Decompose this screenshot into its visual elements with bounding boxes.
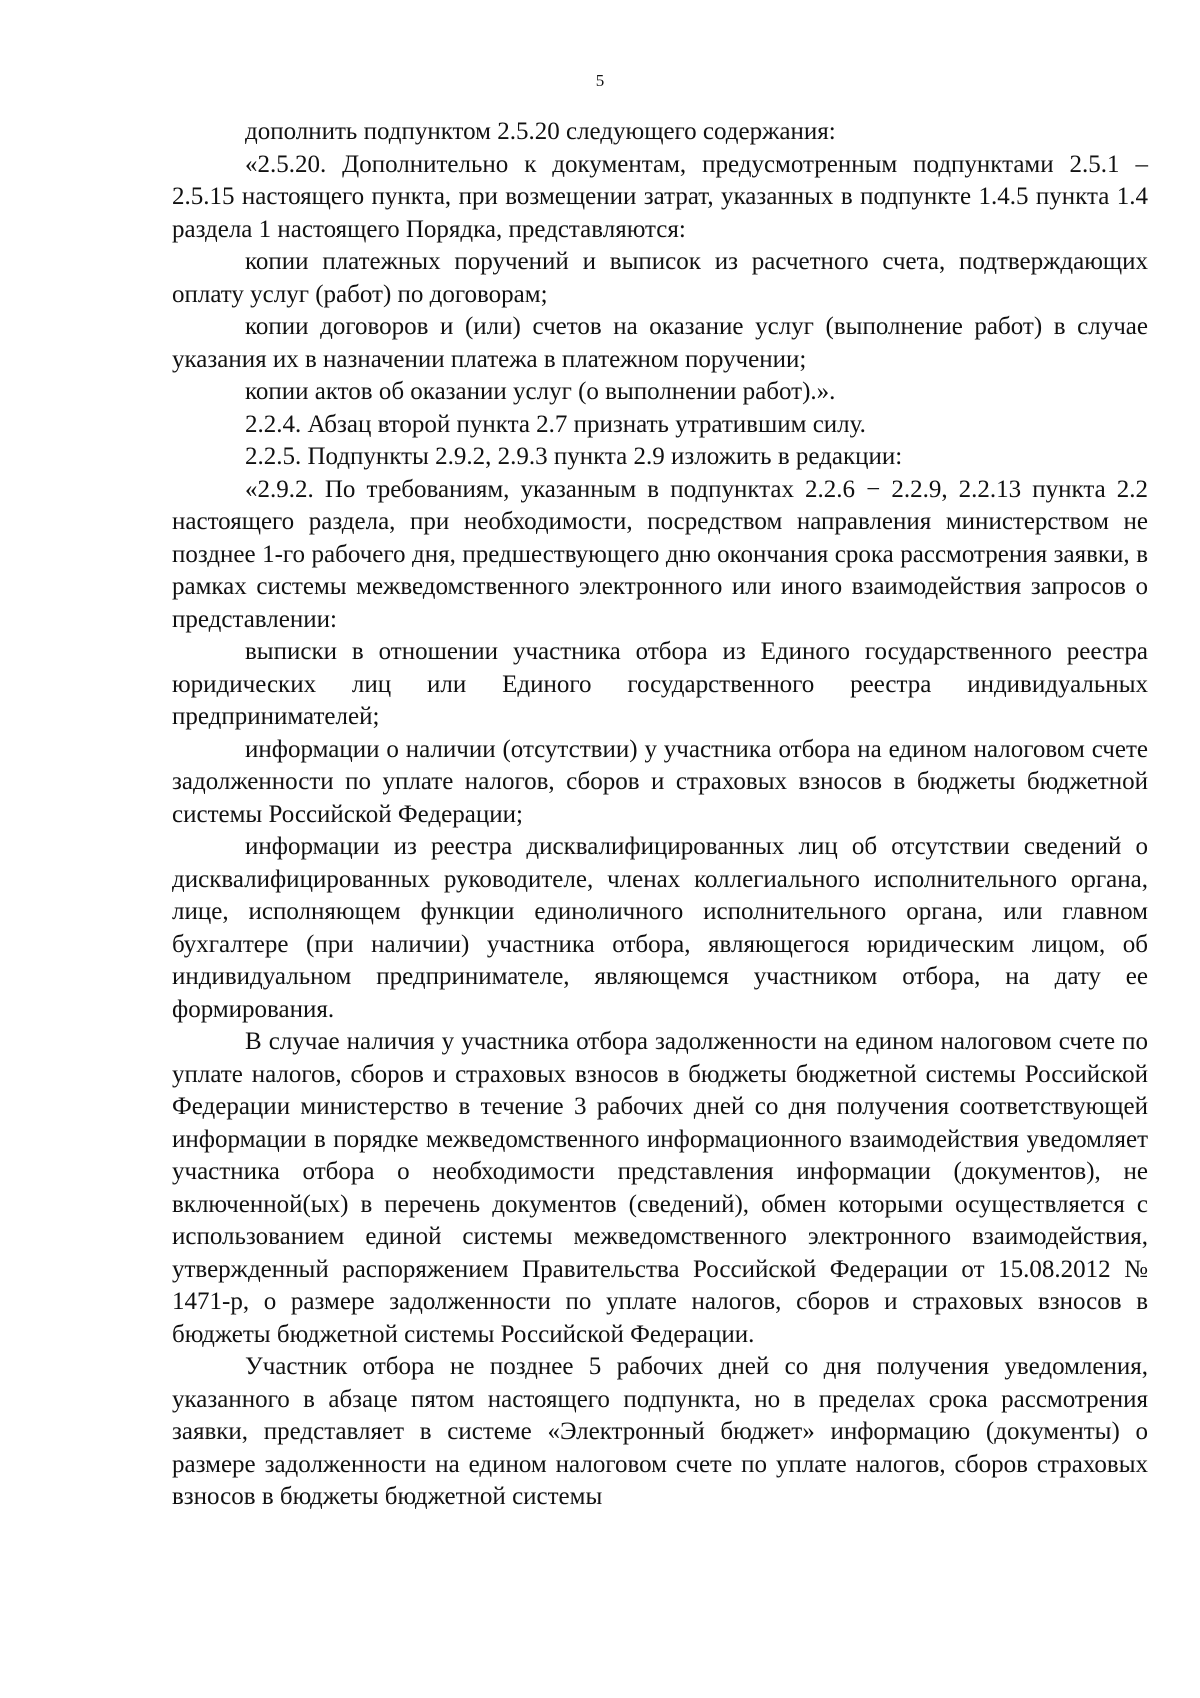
paragraph-participant-response: Участник отбора не позднее 5 рабочих дней со дня получения уведомления, указанного в абзаце пятом настоящего подпункта, но в пределах срока рассмотрения заявки, представляет в системе «Электронный бюджет» информацию (документы) о размере задолженности на едином налоговом счете по уплате налогов, сборов страховых взносов в бюджеты бюджетной системы xyxy=(172,1353,1148,1510)
paragraph-debt-notification: В случае наличия у участника отбора задолженности на едином налоговом счете по уплате налогов, сборов и страховых взносов в бюджеты бюджетной системы Российской Федерации министерство в течение 3 рабочих дней со дня получения соответствующей информации в порядке межведомственного информационного взаимодействия уведомляет участника отбора о необходимости представления информации (документов), не включенной(ых) в перечень документов (сведений), обмен которыми осуществляется с использованием единой системы межведомственного электронного взаимодействия, утвержденный распоряжением Правительства Российской Федерации от 15.08.2012 № 1471-р, о размере задолженности по уплате налогов, сборов и страховых взносов в бюджеты бюджетной системы Российской Федерации. xyxy=(172,1028,1148,1348)
paragraph-registry-extracts: выписки в отношении участника отбора из Единого государственного реестра юридических лиц или Единого государственного реестра индивидуальных предпринимателей; xyxy=(172,638,1148,730)
paragraph-contracts-invoices: копии договоров и (или) счетов на оказание услуг (выполнение работ) в случае указания их в назначении платежа в платежном поручении; xyxy=(172,313,1148,373)
paragraph-service-acts: копии актов об оказании услуг (о выполнении работ).». xyxy=(245,378,836,405)
paragraph-addition-intro: дополнить подпунктом 2.5.20 следующего содержания: xyxy=(245,118,836,145)
paragraph-disqualified-persons: информации из реестра дисквалифицированных лиц об отсутствии сведений о дисквалифицированных руководителе, членах коллегиального исполнительного органа, лице, исполняющем функции единоличного исполнительного органа, или главном бухгалтере (при наличии) участника отбора, являющегося юридическим лицом, об индивидуальном предпринимателе, являющемся участником отбора, на дату ее формирования. xyxy=(172,833,1148,1023)
paragraph-2-2-5: 2.2.5. Подпункты 2.9.2, 2.9.3 пункта 2.9 изложить в редакции: xyxy=(245,443,903,470)
page-number: 5 xyxy=(595,71,605,90)
document-body xyxy=(172,116,1148,1514)
paragraph-payment-orders: копии платежных поручений и выписок из расчетного счета, подтверждающих оплату услуг (работ) по договорам; xyxy=(172,248,1148,308)
paragraph-2-2-4: 2.2.4. Абзац второй пункта 2.7 признать утратившим силу. xyxy=(245,410,866,438)
paragraph-2-5-20: «2.5.20. Дополнительно к документам, предусмотренным подпунктами 2.5.1 – 2.5.15 настоящего пункта, при возмещении затрат, указанных в подпункте 1.4.5 пункта 1.4 раздела 1 настоящего Порядка, представляются: xyxy=(172,150,1148,243)
paragraph-2-9-2: «2.9.2. По требованиям, указанным в подпунктах 2.2.6 − 2.2.9, 2.2.13 пункта 2.2 настоящего раздела, при необходимости, посредством направления министерством не позднее 1-го рабочего дня, предшествующего дню окончания срока рассмотрения заявки, в рамках системы межведомственного электронного или иного взаимодействия запросов о представлении: xyxy=(172,475,1148,633)
paragraph-tax-debt-info: информации о наличии (отсутствии) у участника отбора на едином налоговом счете задолженности по уплате налогов, сборов и страховых взносов в бюджеты бюджетной системы Российской Федерации; xyxy=(172,735,1148,828)
